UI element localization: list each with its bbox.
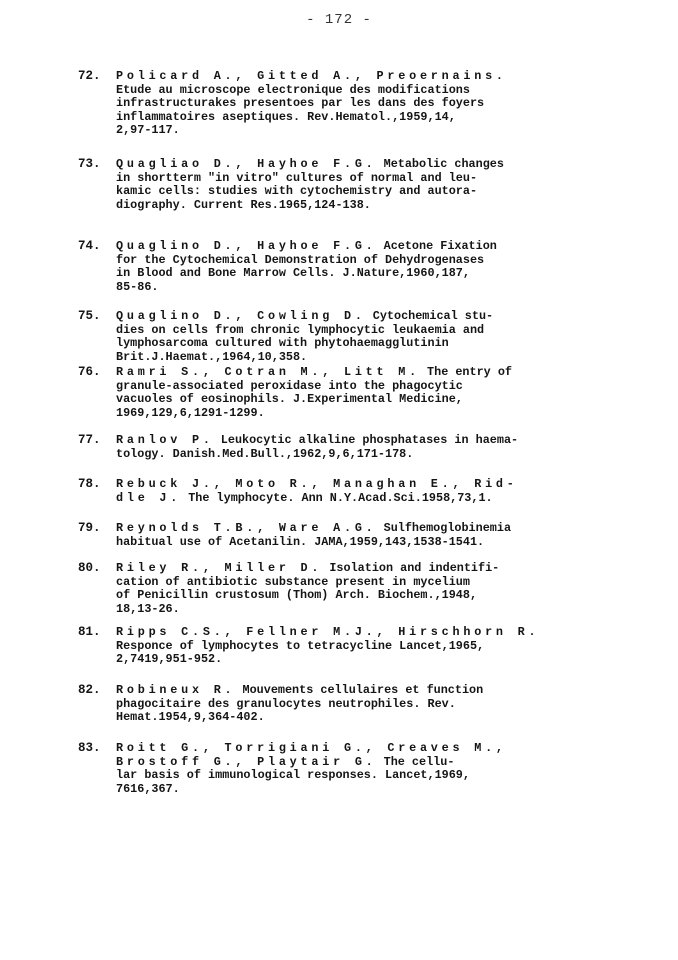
- reference-text: for the Cytochemical Demonstration of Dehydrogenases: [116, 253, 485, 267]
- reference-line: [116, 366, 664, 380]
- reference-line: [116, 351, 664, 365]
- reference-text: of Penicillin crustosum (Thom) Arch. Biochem.,1948,: [116, 589, 478, 603]
- reference-text: The lymphocyte. Ann N.Y.Acad.Sci.1958,73,1.: [181, 491, 493, 505]
- reference-line: [116, 640, 664, 654]
- reference-line: [116, 653, 664, 667]
- reference-authors: Robineux R.: [116, 684, 236, 697]
- reference-authors: dle J.: [116, 491, 182, 505]
- reference-number: 72.: [78, 69, 101, 83]
- reference-text: 1969,129,6,1291-1299.: [116, 406, 265, 420]
- reference-line: [116, 626, 664, 640]
- reference-line: [116, 562, 664, 576]
- reference-authors: Riley R., Miller D.: [116, 562, 323, 575]
- reference-line: [116, 769, 664, 783]
- reference-line: [116, 281, 664, 295]
- reference-text: in shortterm "in vitro" cultures of normal and leu-: [116, 171, 478, 185]
- reference-text: diography. Current Res.1965,124-138.: [116, 198, 371, 212]
- reference-entry: [78, 310, 664, 364]
- reference-number: 74.: [78, 239, 101, 253]
- reference-line: [116, 576, 664, 590]
- reference-text: granule-associated peroxidase into the phagocytic: [116, 379, 463, 393]
- reference-text: Etude au microscope electronique des modifications: [116, 83, 470, 97]
- reference-line: [116, 111, 664, 125]
- reference-authors: Policard A., Gitted A., Preoernains.: [116, 70, 507, 83]
- reference-line: [116, 448, 664, 462]
- reference-authors: Ripps C.S., Fellner M.J., Hirschhorn R.: [116, 626, 540, 639]
- reference-authors: Quaglino D., Cowling D.: [116, 310, 366, 323]
- reference-line: [116, 254, 664, 268]
- reference-line: [116, 742, 664, 756]
- reference-text: Leukocytic alkaline phosphatases in haema-: [213, 434, 519, 447]
- reference-line: [116, 240, 664, 254]
- reference-text: Brit.J.Haemat.,1964,10,358.: [116, 350, 308, 364]
- reference-entry: [78, 478, 664, 505]
- reference-text: lar basis of immunological responses. Lancet,1969,: [116, 769, 470, 783]
- reference-authors: Brostoff G., Playtair G.: [116, 755, 377, 769]
- reference-line: [116, 158, 664, 172]
- reference-line: [116, 492, 664, 506]
- reference-text: 2,97-117.: [116, 124, 180, 138]
- reference-text: phagocitaire des granulocytes neutrophiles. Rev.: [116, 697, 456, 711]
- reference-text: Hemat.1954,9,364-402.: [116, 711, 265, 725]
- reference-entry: [78, 240, 664, 294]
- reference-line: [116, 711, 664, 725]
- reference-number: 76.: [78, 365, 101, 379]
- reference-line: [116, 393, 664, 407]
- reference-text: 7616,367.: [116, 782, 180, 796]
- reference-text: Sulfhemoglobinemia: [376, 522, 512, 535]
- reference-authors: Reynolds T.B., Ware A.G.: [116, 522, 377, 535]
- reference-text: Cytochemical stu-: [365, 310, 494, 323]
- page-number: - 172 -: [306, 12, 372, 28]
- reference-number: 78.: [78, 477, 101, 491]
- reference-line: [116, 478, 664, 492]
- reference-entry: [78, 742, 664, 796]
- reference-number: 80.: [78, 561, 101, 575]
- reference-entry: [78, 684, 664, 725]
- reference-line: [116, 783, 664, 797]
- reference-text: Metabolic changes: [376, 158, 504, 171]
- reference-number: 77.: [78, 433, 101, 447]
- reference-text: 2,7419,951-952.: [116, 653, 223, 667]
- reference-text: 85-86.: [116, 280, 159, 294]
- reference-line: [116, 434, 664, 448]
- reference-line: [116, 407, 664, 421]
- reference-line: [116, 756, 664, 770]
- reference-text: inflammatoires aseptiques. Rev.Hematol.,1959,14,: [116, 110, 456, 124]
- reference-text: habitual use of Acetanilin. JAMA,1959,143,1538-1541.: [116, 535, 485, 549]
- reference-text: dies on cells from chronic lymphocytic leukaemia and: [116, 323, 485, 337]
- reference-line: [116, 589, 664, 603]
- reference-line: [116, 310, 664, 324]
- reference-line: [116, 172, 664, 186]
- reference-text: 18,13-26.: [116, 602, 180, 616]
- reference-entry: [78, 158, 664, 212]
- reference-number: 73.: [78, 157, 101, 171]
- reference-line: [116, 698, 664, 712]
- reference-text: Acetone Fixation: [376, 240, 497, 253]
- reference-entry: [78, 434, 664, 461]
- reference-text: The cellu-: [376, 755, 455, 769]
- reference-line: [116, 324, 664, 338]
- reference-text: cation of antibiotic substance present in mycelium: [116, 575, 470, 589]
- reference-text: lymphosarcoma cultured with phytohaemagglutinin: [116, 337, 449, 351]
- reference-number: 81.: [78, 625, 101, 639]
- reference-line: [116, 337, 664, 351]
- reference-entry: [78, 562, 664, 616]
- reference-number: 82.: [78, 683, 101, 697]
- reference-authors: Rebuck J., Moto R., Managhan E., Rid-: [116, 478, 518, 491]
- reference-number: 75.: [78, 309, 101, 323]
- reference-text: tology. Danish.Med.Bull.,1962,9,6,171-178.: [116, 447, 414, 461]
- reference-text: The entry of: [419, 366, 512, 379]
- reference-line: [116, 380, 664, 394]
- reference-line: [116, 522, 664, 536]
- reference-authors: Ramri S., Cotran M., Litt M.: [116, 366, 420, 379]
- reference-line: [116, 603, 664, 617]
- reference-line: [116, 536, 664, 550]
- reference-authors: Quagliao D., Hayhoe F.G.: [116, 158, 377, 171]
- reference-text: kamic cells: studies with cytochemistry and autora-: [116, 185, 478, 199]
- reference-text: infrastructurakes presentoes par les dans des foyers: [116, 97, 485, 111]
- reference-text: Responce of lymphocytes to tetracycline Lancet,1965,: [116, 639, 485, 653]
- reference-text: Mouvements cellulaires et function: [235, 684, 484, 697]
- reference-line: [116, 84, 664, 98]
- reference-number: 83.: [78, 741, 101, 755]
- reference-text: Isolation and indentifi-: [322, 562, 500, 575]
- reference-entry: [78, 70, 664, 138]
- reference-text: in Blood and Bone Marrow Cells. J.Nature,1960,187,: [116, 267, 470, 281]
- reference-line: [116, 684, 664, 698]
- reference-line: [116, 70, 664, 84]
- reference-line: [116, 267, 664, 281]
- reference-entry: [78, 626, 664, 667]
- reference-authors: Roitt G., Torrigiani G., Creaves M.,: [116, 742, 507, 755]
- reference-authors: Quaglino D., Hayhoe F.G.: [116, 240, 377, 253]
- reference-line: [116, 97, 664, 111]
- reference-line: [116, 199, 664, 213]
- reference-number: 79.: [78, 521, 101, 535]
- reference-authors: Ranlov P.: [116, 434, 214, 447]
- reference-entry: [78, 366, 664, 420]
- reference-line: [116, 185, 664, 199]
- reference-entry: [78, 522, 664, 549]
- reference-text: vacuoles of eosinophils. J.Experimental Medicine,: [116, 393, 463, 407]
- reference-line: [116, 124, 664, 138]
